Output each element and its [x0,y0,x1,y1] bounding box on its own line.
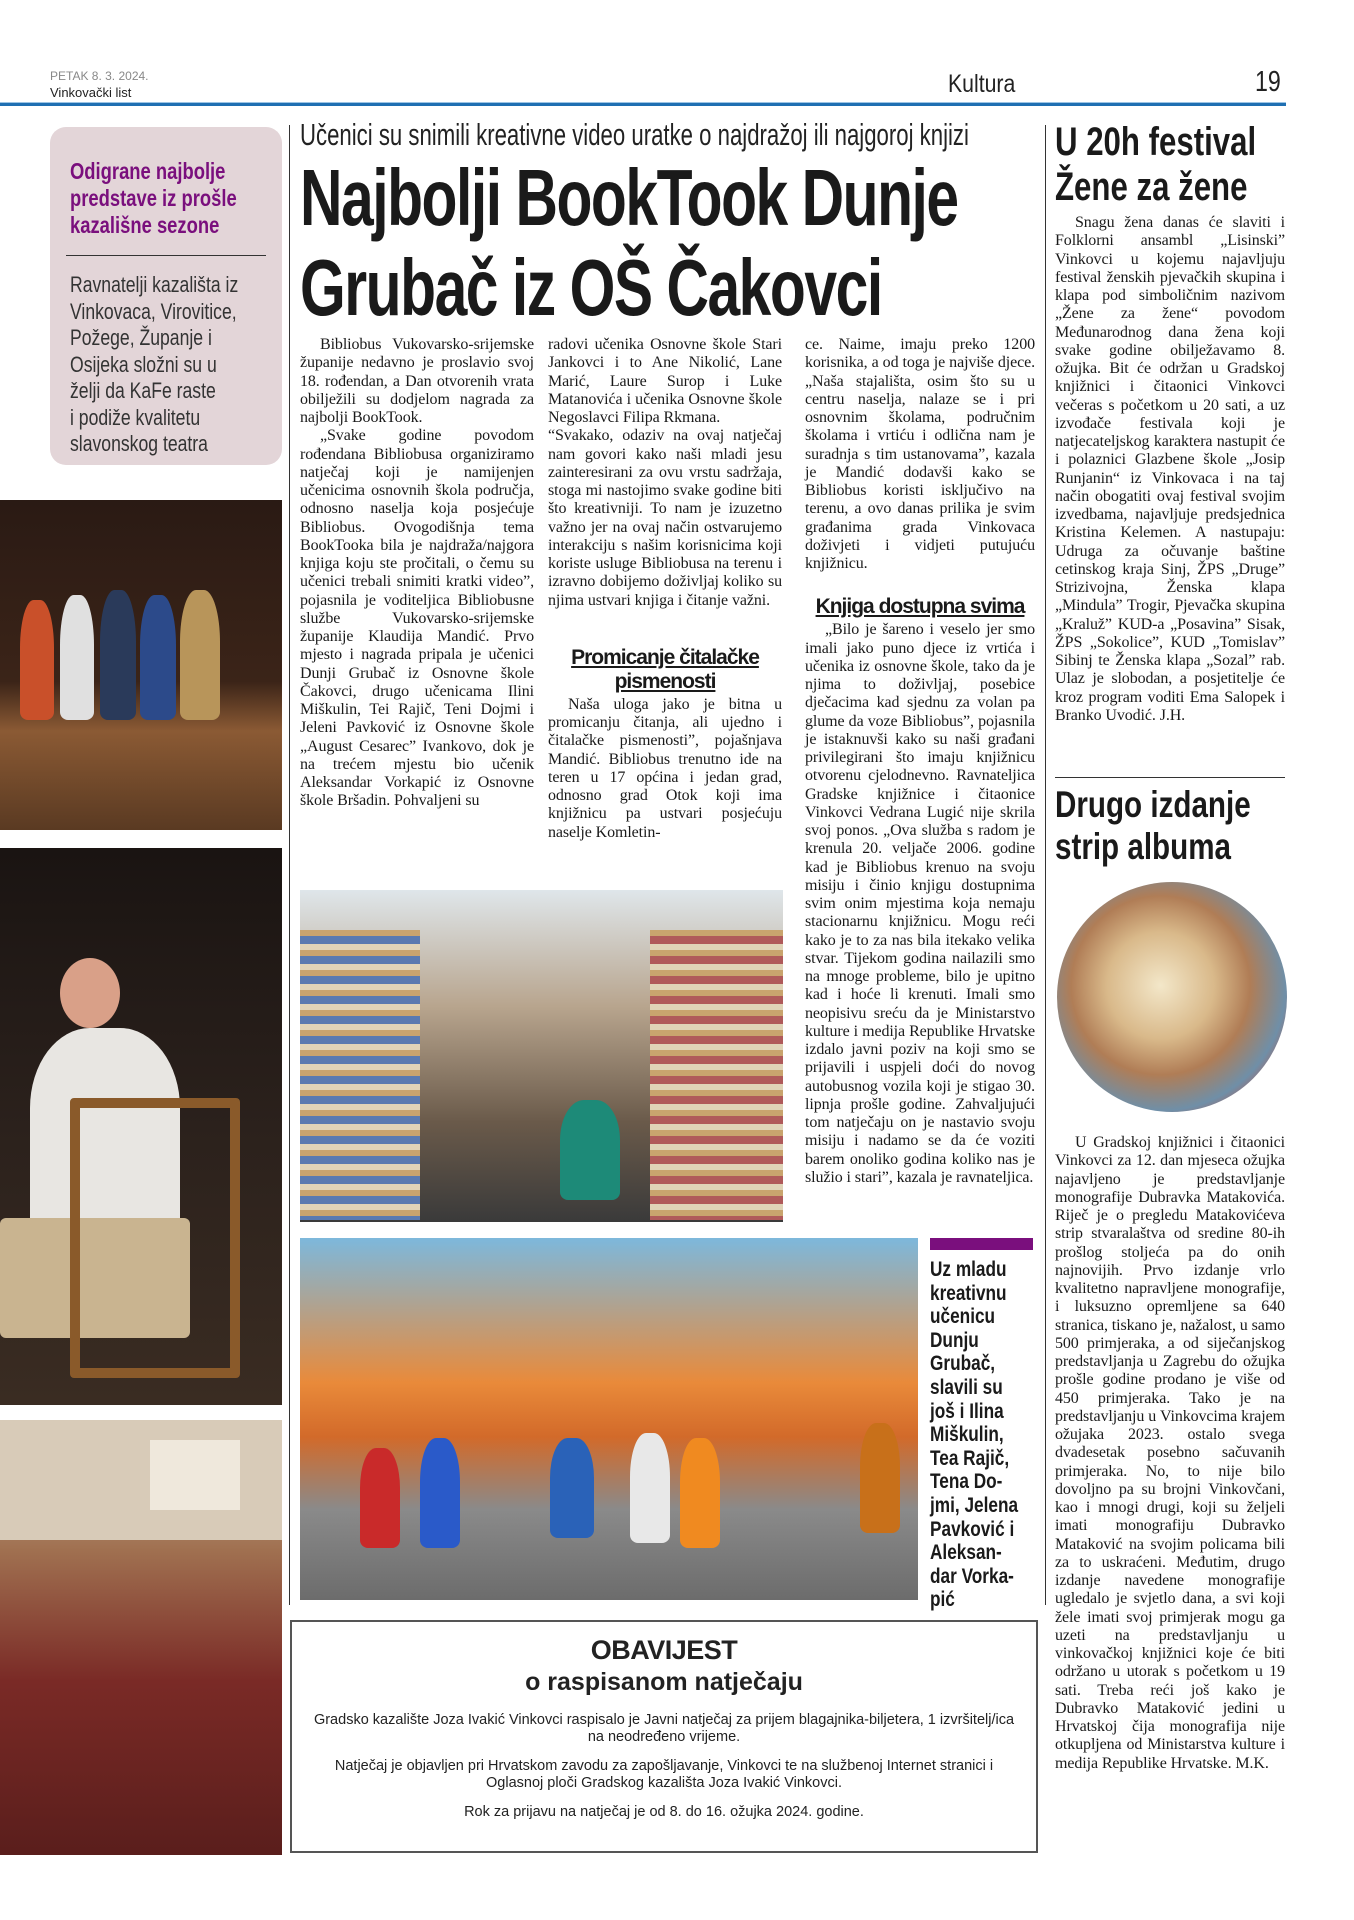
story-paragraph: U Gradskoj knjižnici i čitaonici Vinkovci za 12. dan mjeseca ožujka najavljeno je predstavljanje monografije Dubravka Matakovića. Riječ je o pregledu Matakovićeva strip stvaralaštva od sredine 80-ih prošlog stoljeća pa do onih najnovijih. Prvo izdanje vrlo kvalitetno napravljene monografije, i luksuzno opremljene sa 640 stranica, tiskano je, nažalost, u samo 500 primjeraka, a od siječanjskog predstavljanja u Zagrebu do ožujka prošle godine prodano je više od 450 primjeraka. Tako je na predstavljanju u Vinkovcima krajem ožujaka 2023. ostalo svega dvadesetak posebno sačuvanih primjeraka. No, to nije bilo dovoljno pa su brojni Vinkovčani, kao i mnogi drugi, koji su željeli imati monografiju Dubravko Mataković na svojim policama bili za to uskraćeni. Međutim, drugo izdanje navedene monografije ugledalo je svjetlo dana, a svi koji žele imati svoj primjerak mogu ga uzeti na predstavljanju u vinkovačkoj knjižnici koje će biti održano u utorak s početkom u 19 sati. Treba reći još kako je Dubravko Mataković jedini u Hrvatskoj čija monografija nije otkupljena od Ministarstva kulture i medija Republike Hrvatske. M.K. [1055,1134,1285,1772]
caption-accent-bar [930,1238,1033,1250]
article-column-3 [805,336,1035,1187]
kicker-text: Učenici su snimili kreativne video uratke o najdražoj ili najgoroj knjizi [300,117,969,152]
caption-line: Aleksan- [930,1541,1002,1565]
notice-title: OBAVIJEST [590,1635,738,1665]
bibliobus-children-photo [300,1238,918,1600]
comic-story-text [1055,1134,1285,1773]
caption-line: Pavković i [930,1517,1015,1541]
headline-line: Najbolji BookTook Dunje [300,153,958,242]
caption-line: dar Vorka- [930,1564,1014,1588]
teaser-title-line: Odigrane najbolje [70,158,226,184]
article-paragraph: radovi učenika Osnovne škole Stari Jankovci i to Ane Nikolić, Lane Marić, Laure Surop i Luke Matanovića i učenika Osnovne škole Negoslavci Filipa Rkmana. [548,336,782,426]
teaser-line: Osijeka složni su u [70,351,217,377]
article-paragraph: Naša uloga jako je bitna u promicanju čitanja, ali ujedno i čitalačke pismenosti”, pojašnjava Mandić. Bibliobus trenutno ide na teren u 17 općina i jedan grad, odnosno grad Otok koji ima knjižnicu pa ustvari posjećuju naselje Komletin- [548,695,782,841]
article-paragraph: “Svakako, odaziv na ovaj natječaj nam govori kako naši mladi jesu zainteresirani za ovu vrstu sadržaja, stoga mi nastojimo svake godine biti što kreativniji. To nam je izuzetno važno jer na ovaj način ostvarujemo interakciju s našim korisnicima koji koriste usluge Bibliobusa na terenu i izravno dobijemo doživljaj koliko su njima ustvari knjiga i čitanje važni. [548,427,782,609]
issue-date: PETAK 8. 3. 2024. [50,69,149,83]
article-subheading: Promicanje čitalačke pismenosti [571,645,759,693]
teaser-title-line: kazališne sezone [70,212,220,238]
teaser-line: Vinkovaca, Virovitice, [70,298,237,324]
article-paragraph: ce. Naime, imaju preko 1200 korisnika, a od toga je najviše djece. „Naša stajališta, osim što su u centru naselja, nalaze se i pri osnovnim školama, područnim školama i vrtiću i odlična nam je suradnja s tim ustanovama”, kazala je Mandić dodavši kako se Bibliobus koristi isključivo na terenu, a ovo danas prilika je svim građanima grada Vinkovaca doživjeti i vidjeti putujuću knjižnicu. [805,336,1035,572]
section-label: Kultura [948,70,1016,98]
caption-line: Grubač, [930,1352,996,1376]
headline-line: Grubač iz OŠ Čakovci [300,243,882,332]
teaser-line: i podiže kvalitetu [70,404,201,430]
headline-line: Žene za žene [1055,165,1248,209]
newspaper-name: Vinkovački list [50,85,132,100]
story-divider [1055,777,1285,778]
caption-line: kreativnu [930,1281,1007,1305]
caption-line: pić [930,1588,955,1612]
actor-performing-photo [0,848,282,1405]
bibliobus-interior-photo [300,890,783,1222]
photo-caption [930,1258,1035,1612]
header-rule [0,102,1286,106]
headline-line: U 20h festival [1055,120,1257,164]
notice-paragraph: Rok za prijavu na natječaj je od 8. do 16. ožujka 2024. godine. [464,1804,864,1820]
column-divider [1045,125,1046,1605]
page-number-label: 19 [1255,66,1281,98]
teaser-line: Požege, Županje i [70,325,212,350]
theatre-stage-photo [0,500,282,830]
headline-line: strip albuma [1055,826,1231,867]
comic-album-headline[interactable] [1055,784,1300,868]
teaser-divider [66,255,266,256]
caption-line: Miškulin, [930,1423,1004,1447]
teaser-title-line: predstave iz prošle [70,185,237,211]
story-paragraph: Snagu žena danas će slaviti i Folklorni ansambl „Lisinski” Vinkovci u kojemu najavljuju festival ženskih pjevačkih skupina i klapa pod simboličnim nazivom „Žene za žene“ povodom Međunarodnog dana žena koji svake godine obilježavamo 8. ožujka. Bit će održan u Gradskoj knjižnici i čitaonici Vinkovci večeras s početkom u 20 sati, a uz izvođače festivala koji je natjecateljskog karaktera nastupit će i polaznici Glazbene škole „Josip Runjanin“ iz Vinkovaca i na taj način obogatiti ovaj festival svojim izvedbama, najavljuje predsjednica Kristina Kelemen. A nastupaju: Udruga za očuvanje baštine cetinskog kraja Sinj, ŽPS „Druge” Strizivojna, Ženska klapa „Mindula” Trogir, Pjevačka skupina „Kraluž” KUD-a „Posavina” Sisak, ŽPS „Sokolice”, KUD „Tomislav” Sibinj te Ženska klapa „Sozal” rab. Ulaz je slobodan, a posjetitelje će kroz program voditi Ema Salopek i Branko Uvodić. J.H. [1055,214,1285,724]
notice-box [290,1620,1038,1853]
caption-line: slavili su [930,1375,1003,1399]
teaser-line: Ravnatelji kazališta iz [70,272,239,297]
teaser-line: slavonskog teatra [70,431,208,456]
theatre-audience-photo [0,1420,282,1855]
festival-headline[interactable] [1055,120,1313,210]
caption-line: još i Ilina [930,1399,1004,1423]
column-divider [289,125,290,1605]
caption-line: jmi, Jelena [930,1493,1019,1517]
teaser-title[interactable] [70,158,280,239]
article-column-2 [548,336,782,842]
article-paragraph: „Svake godine povodom rođendana Bibliobusa organiziramo natječaj koji je namijenjen učenicima osnovnih škola područja, odnosno naselja koja posjećuje Bibliobus. Ovogodišnja tema BookTooka bila je najdraža/najgora knjiga koju ste pročitali, o čemu su učenici trebali snimiti kratki video”, pojasnila je voditeljica Bibliobusne službe Vukovarsko-srijemske županije Klaudija Mandić. Prvo mjesto i nagrada pripala je učenici Dunji Grubač iz Osnovne škole Čakovci, drugo učenicama Ilini Miškulin, Tei Rajič, Teni Dojmi i Jeleni Pavković iz Osnovne škole „August Cesarec” Ivankovo, dok je na trećem mjestu bio učenik Aleksandar Vorkapić iz Osnovne škole Bršadin. Pohvaljeni su [300,427,534,810]
notice-subtitle: o raspisanom natječaju [525,1668,803,1696]
article-column-1 [300,336,534,811]
caption-line: Tea Rajič, [930,1446,1010,1470]
article-paragraph: „Bilo je šareno i veselo jer smo imali jako puno djece iz vrtića i učenika iz osnovne škole, tako da je njima to doživljaj, posebice dječacima kad sjednu za volan pa glume da voze Bibliobus”, pojasnila je istaknuvši kako su naši građani privilegirani što imaju knjižnicu otvorenu cjelodnevno. Ravnateljica Gradske knjižnice i čitaonice Vinkovci Vedrana Lugić nije skrila svoj ponos. „Ova služba s radom je krenula 20. veljače 2006. godine kad je Bibliobus krenuo na svoju misiju i činio knjigu dostupnima svim onim mjestima koja nemaju stacionarnu knjižnicu. Mogu reći kako je to za nas bila itekako velika stvar. Tijekom godina nailazili smo na mnoge probleme, bilo je upitno kad i hoće li krenuti. Imali smo neopisivu sreću da je Ministarstvo kulture i medija Republike Hrvatske izdalo javni poziv na koji smo se prijavili i uspjeli doći do novog autobusnog vozila koji je stigao 30. lipnja prošle godine. Zahvaljujući tom natječaju on je nastavio svoju misiju i nadamo se da će voziti barem onoliko godina koliko nas je služio i stari”, kazala je ravnateljica. [805,621,1035,1186]
headline-line: Drugo izdanje [1055,784,1251,825]
notice-paragraph: Gradsko kazalište Joza Ivakić Vinkovci raspisalo je Javni natječaj za prijem blagajnika-biljetera, 1 izvršitelj/ica na neodređeno vrijeme. [313,1712,1015,1745]
festival-story-text [1055,214,1285,725]
caption-line: Dunju [930,1328,979,1352]
page-number [1255,66,1287,99]
caption-line: Uz mladu [930,1258,1007,1281]
section-name [948,70,1027,98]
caption-line: učenicu [930,1305,996,1329]
article-paragraph: Bibliobus Vukovarsko-srijemske županije nedavno je proslavio svoj 18. rođendan, a Dan otvorenih vrata obilježili su dodjelom nagrada za najbolji BookTook. [300,336,534,426]
teaser-text [70,272,280,458]
caption-line: Tena Do- [930,1470,1003,1494]
notice-paragraph: Natječaj je objavljen pri Hrvatskom zavodu za zapošljavanje, Vinkovci te na službenoj Internet stranici i Oglasnoj ploči Gradskog kazališta Joza Ivakić Vinkovci. [334,1758,994,1791]
comic-illustration-image [1057,882,1287,1112]
article-subheading: Knjiga dostupna svima [815,595,1025,619]
teaser-line: želji da KaFe raste [70,378,216,403]
